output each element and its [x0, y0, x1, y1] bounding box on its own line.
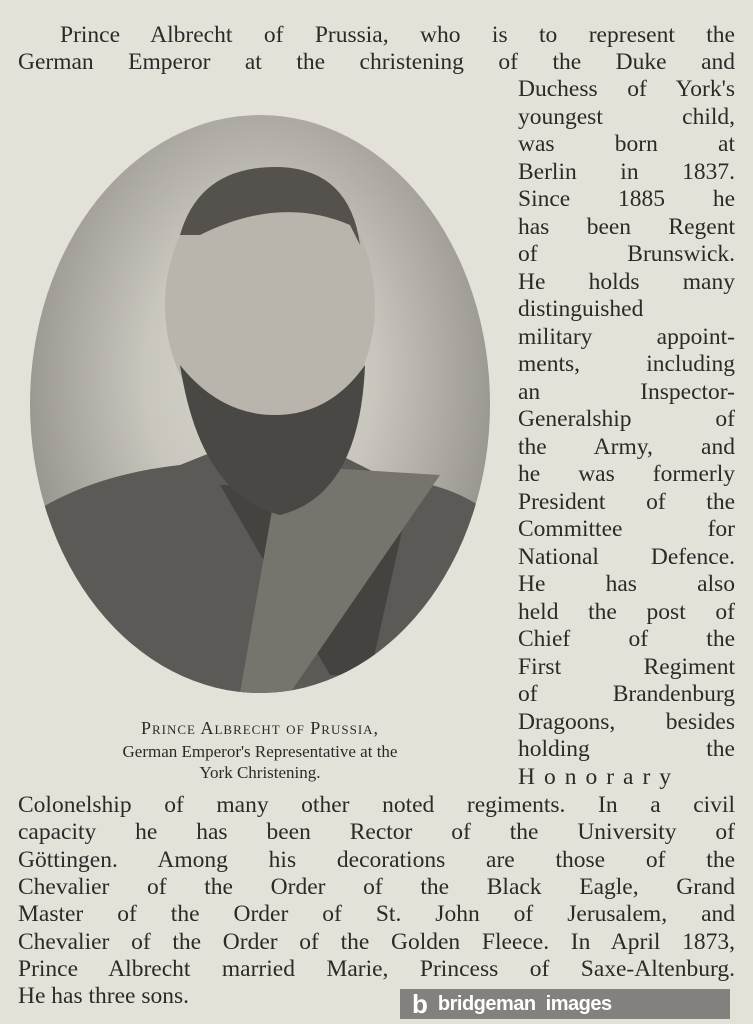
- text-line: has been Regent: [518, 213, 735, 240]
- watermark-text: images: [545, 993, 612, 1015]
- text-line: Prince Albrecht married Marie, Princess of Saxe-Altenburg.: [18, 955, 735, 982]
- text-line: of Brandenburg: [518, 681, 735, 707]
- text-line: Generalship of: [518, 406, 735, 432]
- watermark-banner: [400, 989, 730, 1019]
- text-line: distinguished: [518, 296, 644, 322]
- text-line: Colonelship of many other noted regiments. In a civil: [18, 792, 735, 818]
- text-line: Duchess of York's: [518, 76, 735, 102]
- text-line: military appoint-: [518, 323, 735, 350]
- text-line: Master of the Order of St. John of Jerusalem, and: [18, 901, 735, 928]
- text-line: Chevalier of the Order of the Black Eagle, Grand: [18, 873, 735, 900]
- text-line: held the post of: [518, 598, 735, 625]
- text-line: Committee for: [518, 516, 735, 542]
- text-line: National Defence.: [518, 543, 735, 570]
- text-line: capacity he has been Rector of the University of: [18, 819, 735, 846]
- text-line: Dragoons, besides: [518, 708, 735, 735]
- text-line: Since 1885 he: [518, 186, 735, 212]
- text-line: First Regiment: [518, 653, 735, 680]
- text-line: of Brunswick.: [518, 241, 735, 267]
- text-line: an Inspector-: [518, 378, 735, 405]
- text-line: He holds many: [518, 268, 735, 295]
- text-line: German Emperor at the christening of the Duke and: [18, 49, 735, 75]
- text-line: Göttingen. Among his decorations are those of the: [18, 846, 735, 873]
- watermark-logo-icon: b: [412, 989, 428, 1019]
- text-line: Chief of the: [518, 626, 735, 652]
- text-line: He has also: [518, 571, 735, 597]
- text-line: President of the: [518, 488, 735, 515]
- caption-line: German Emperor's Representative at the: [122, 742, 398, 761]
- text-line: youngest child,: [518, 103, 735, 130]
- text-line: the Army, and: [518, 433, 735, 460]
- text-line: holding the: [518, 736, 735, 762]
- text-line: Chevalier of the Order of the Golden Fleece. In April 1873,: [18, 928, 735, 955]
- text-line: He has three sons.: [18, 983, 189, 1010]
- portrait-engraving: [30, 115, 490, 693]
- text-line: was born at: [518, 131, 735, 157]
- caption-line: York Christening.: [199, 763, 321, 782]
- portrait-figure: [30, 115, 490, 693]
- text-line: Berlin in 1837.: [518, 158, 735, 185]
- text-line: he was formerly: [518, 461, 735, 487]
- text-line: ments, including: [518, 351, 735, 377]
- watermark-text: bridgeman: [437, 993, 536, 1015]
- text-line: Prince Albrecht of Prussia, who is to represent the: [60, 22, 735, 48]
- caption-title: Prince Albrecht of Prussia,: [140, 718, 380, 738]
- text-line: Honorary: [518, 763, 681, 790]
